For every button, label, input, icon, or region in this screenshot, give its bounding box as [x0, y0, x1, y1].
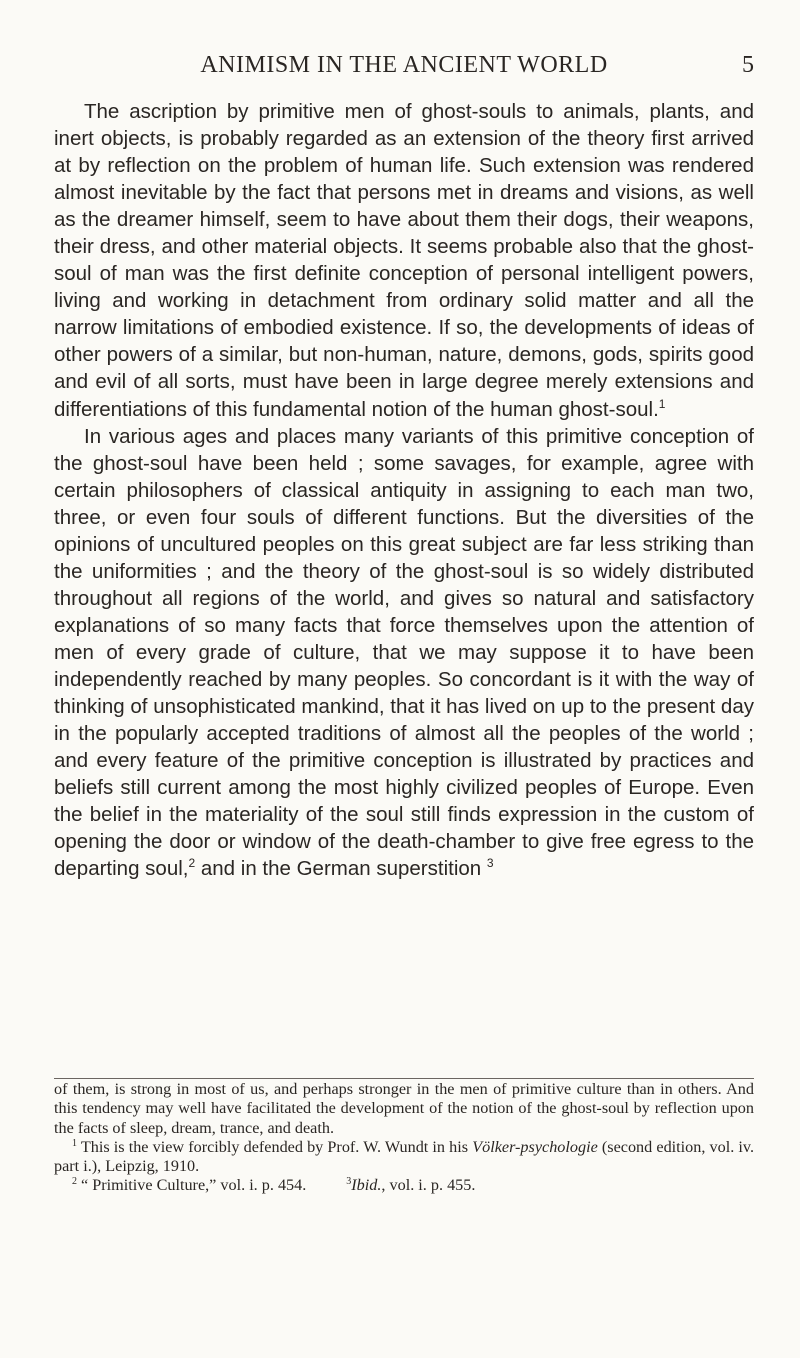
paragraph-1 — [54, 98, 754, 423]
footnote-1-title: Völker-psychologie — [472, 1137, 598, 1156]
footnote-3-ibid: Ibid. — [351, 1176, 382, 1195]
footnote-ref-2[interactable]: 2 — [188, 856, 196, 871]
footnote-2 — [54, 1176, 306, 1195]
paragraph-2-text: In various ages and places many variants of this primitive conception of the ghost-soul have been held ; some savages, for example, agree with certain philosophers of classical antiquity in assigning to each man two, three, or even four souls of different functions. But the diversities of the opinions of uncultured peoples on this great subject are far less striking than the uniformities ; and the theory of the ghost-soul is so widely distributed throughout all regions of the world, and gives so natural and satisfactory explanations of so many facts that force themselves upon the attention of men of every grade of culture, that we may suppose it to have been independently reached by many peoples. So concordant is it with the way of thinking of unsophisticated mankind, that it has lived on up to the present day in the popularly accepted traditions of almost all the peoples of the world ; and every feature of the primitive conception is illustrated by practices and beliefs still current among the most highly civilized peoples of Europe. Even the belief in the materiality of the soul still finds expression in the custom of opening the door or window of the death-chamber to give free egress to the departing soul, — [54, 424, 754, 881]
footnote-ref-3[interactable]: 3 — [486, 856, 494, 871]
footnote-continued: of them, is strong in most of us, and perhaps stronger in the men of primitive culture than in others. And this tendency may well have facilitated the development of the notion of the ghost-soul by reflection upon the facts of sleep, dream, trance, and death. — [54, 1080, 754, 1137]
footnote-row-2-3 — [54, 1176, 754, 1195]
page-number: 5 — [742, 52, 754, 78]
running-head — [54, 52, 754, 82]
footnote-1-text: This is the view forcibly defended by Prof. W. Wundt in his — [77, 1137, 473, 1156]
footnote-1-rest: (second edition, vol. iv. part i.), Leipzig, 1910. — [54, 1137, 755, 1176]
footnote-1 — [54, 1138, 754, 1177]
footnote-ref-1[interactable]: 1 — [658, 396, 666, 411]
paragraph-2 — [54, 423, 754, 883]
footnote-3 — [346, 1176, 475, 1195]
footnote-2-text: “ Primitive Culture,” vol. i. p. 454. — [77, 1176, 307, 1195]
paragraph-2-tail: and in the German superstition — [195, 857, 487, 881]
footnote-rule — [54, 1078, 754, 1079]
paragraph-1-text: The ascription by primitive men of ghost-souls to animals, plants, and inert objects, is probably regarded as an extension of the theory first arrived at by reflection on the problem of human life. Such extension was rendered almost inevitable by the fact that persons met in dreams and visions, as well as the dreamer himself, seem to have about them their dogs, their weapons, their dress, and other material objects. It seems probable also that the ghost-soul of man was the first definite conception of personal intelligent powers, living and working in detachment from ordinary solid matter and all the narrow limitations of embodied existence. If so, the developments of ideas of other powers of a similar, but non-human, nature, demons, gods, spirits good and evil of all sorts, must have been in large degree merely extensions and differentiations of this fundamental notion of the human ghost-soul. — [54, 100, 754, 421]
footnote-3-text: , vol. i. p. 455. — [381, 1176, 476, 1195]
footnote-2-mark: 2 — [72, 1176, 77, 1188]
body-text — [54, 98, 754, 882]
footnote-block — [54, 1080, 754, 1196]
running-title: ANIMISM IN THE ANCIENT WORLD — [200, 52, 608, 78]
footnote-3-mark: 3 — [346, 1176, 352, 1188]
footnote-1-mark: 1 — [72, 1137, 77, 1149]
